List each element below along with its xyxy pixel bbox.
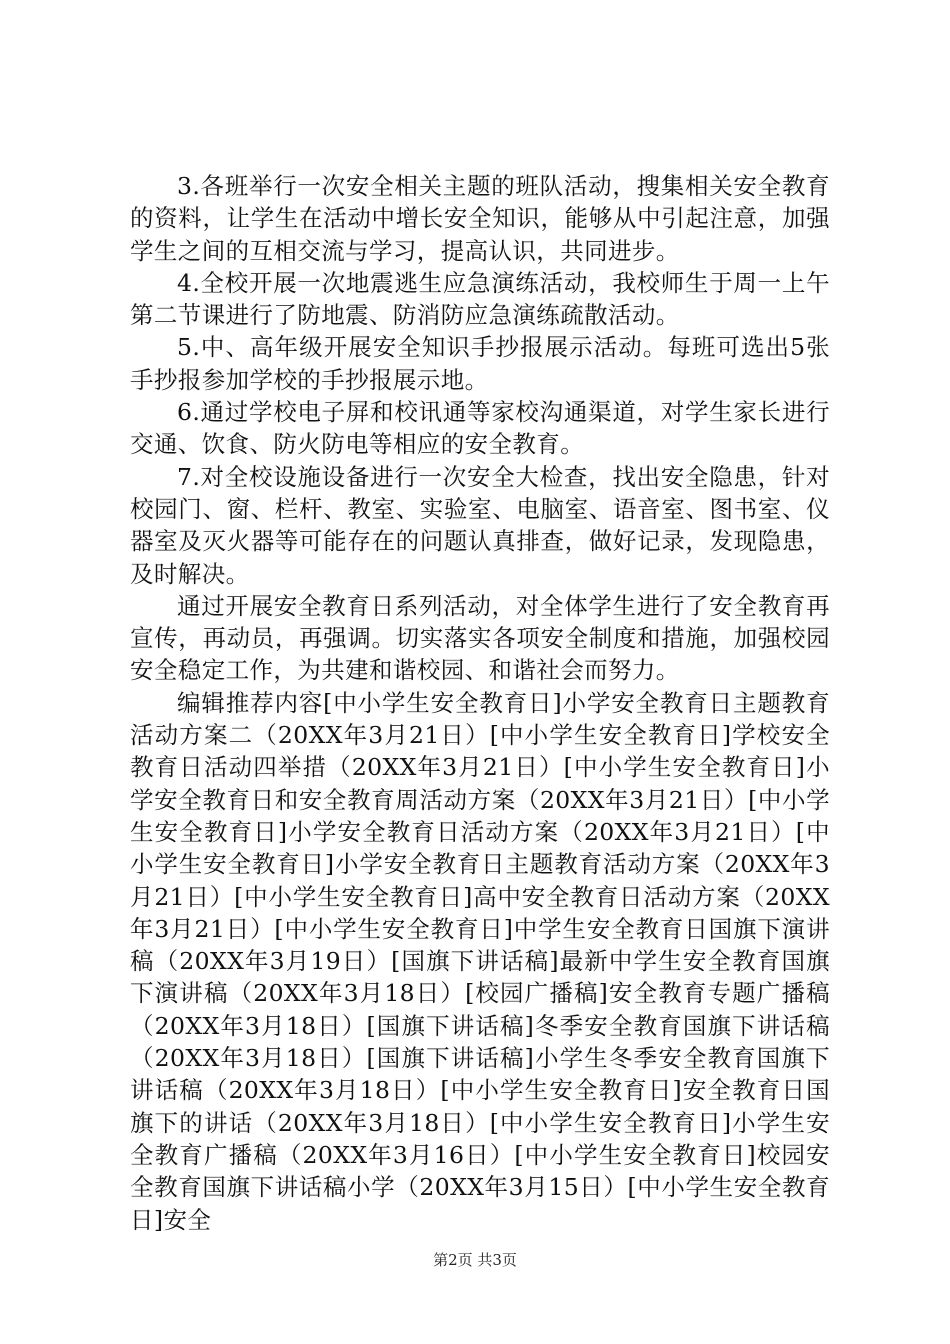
page-footer: 第2页 共3页 [433, 1251, 517, 1269]
document-body [130, 170, 830, 1236]
paragraph-item-5: 5.中、高年级开展安全知识手抄报展示活动。每班可选出5张手抄报参加学校的手抄报展示地。 [130, 333, 830, 394]
paragraph-item-4: 4.全校开展一次地震逃生应急演练活动，我校师生于周一上午第二节课进行了防地震、防消防应急演练疏散活动。 [130, 268, 830, 330]
paragraph-summary: 通过开展安全教育日系列活动，对全体学生进行了安全教育再宣传，再动员，再强调。切实落实各项安全制度和措施，加强校园安全稳定工作，为共建和谐校园、和谐社会而努力。 [130, 591, 830, 685]
paragraph-item-6: 6.通过学校电子屏和校讯通等家校沟通渠道，对学生家长进行交通、饮食、防火防电等相应的安全教育。 [130, 398, 830, 459]
paragraph-item-3: 3.各班举行一次安全相关主题的班队活动，搜集相关安全教育的资料，让学生在活动中增长安全知识，能够从中引起注意，加强学生之间的互相交流与学习，提高认识，共同进步。 [130, 172, 830, 265]
paragraph-item-7: 7.对全校设施设备进行一次安全大检查，找出安全隐患，针对校园门、窗、栏杆、教室、实验室、电脑室、语音室、图书室、仪器室及灭火器等可能存在的问题认真排查，做好记录，发现隐患，及时解决。 [130, 462, 830, 588]
paragraph-recommended-content: 编辑推荐内容[中小学生安全教育日]小学安全教育日主题教育活动方案二（20XX年3月21日）[中小学生安全教育日]学校安全教育日活动四举措（20XX年3月21日）[中小学生安全教育日]小学安全教育日和安全教育周活动方案（20XX年3月21日）[中小学生安全教育日]小学安全教育日活动方案（20XX年3月21日）[中小学生安全教育日]小学安全教育日主题教育活动方案（20XX年3月21日）[中小学生安全教育日]高中安全教育日活动方案（20XX年3月21日）[中小学生安全教育日]中学生安全教育日国旗下演讲稿（20XX年3月19日）[国旗下讲话稿]最新中学生安全教育国旗下演讲稿（20XX年3月18日）[校园广播稿]安全教育专题广播稿（20XX年3月18日）[国旗下讲话稿]冬季安全教育国旗下讲话稿（20XX年3月18日）[国旗下讲话稿]小学生冬季安全教育国旗下讲话稿（20XX年3月18日）[中小学生安全教育日]安全教育日国旗下的讲话（20XX年3月18日）[中小学生安全教育日]小学生安全教育广播稿（20XX年3月16日）[中小学生安全教育日]校园安全教育国旗下讲话稿小学（20XX年3月15日）[中小学生安全教育日]安全 [130, 688, 830, 1234]
